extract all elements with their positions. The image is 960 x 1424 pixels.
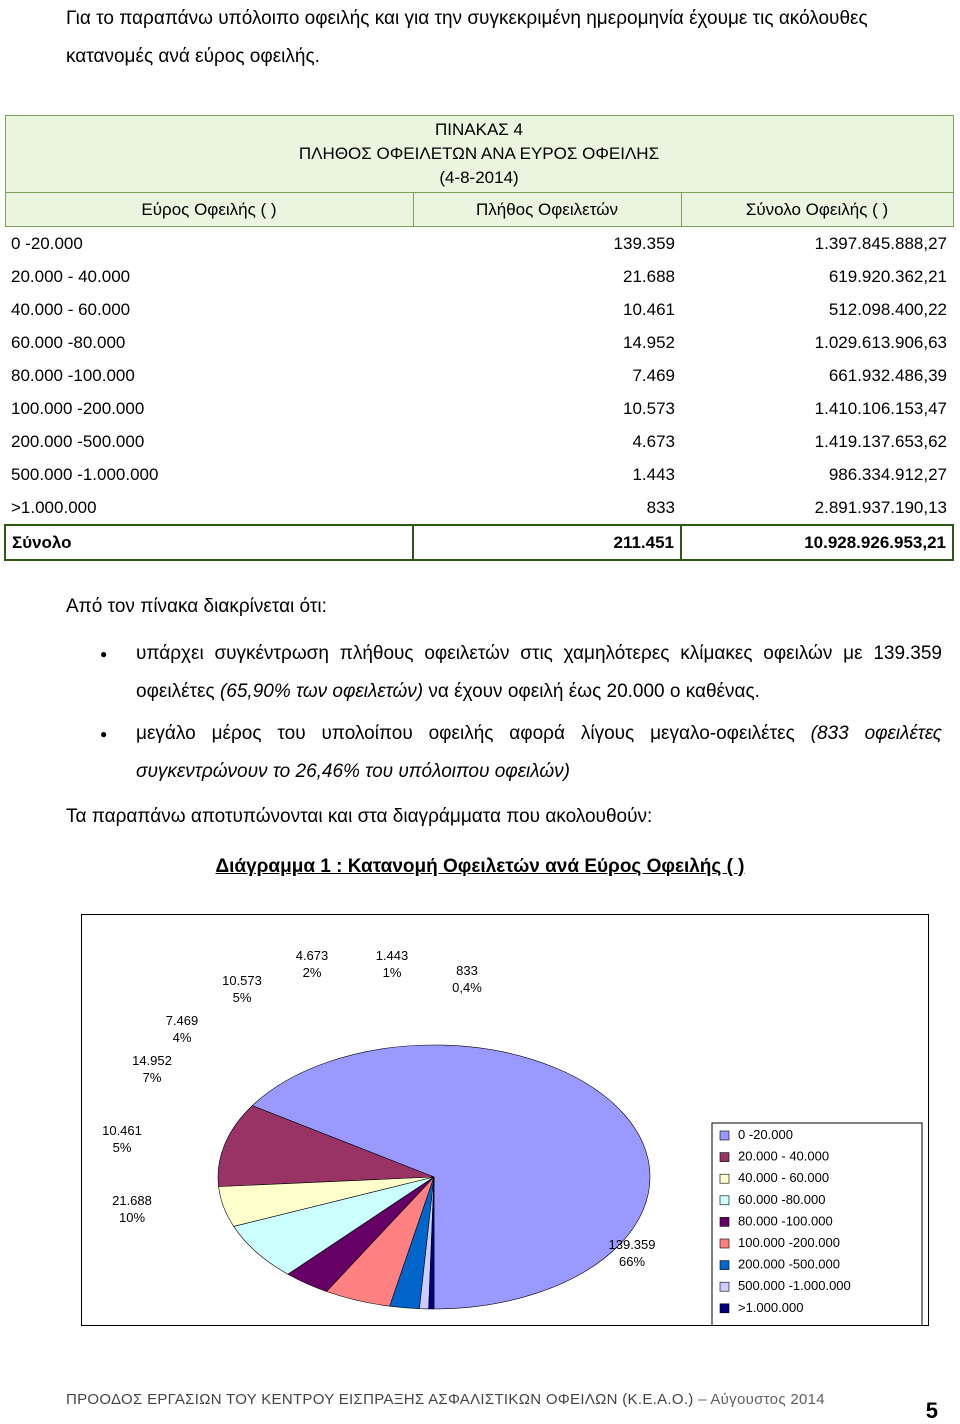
- header-count: Πλήθος Οφειλετών: [413, 193, 681, 227]
- total-amount: 10.928.926.953,21: [681, 525, 953, 560]
- cell-count: 21.688: [623, 266, 675, 286]
- pie-value-label: 14.952: [132, 1053, 172, 1068]
- cell-amount: 619.920.362,21: [828, 266, 947, 286]
- table-total-row: [5, 525, 953, 560]
- cell-count: 14.952: [623, 332, 675, 352]
- finding-1-text: υπάρχει συγκέντρωση πλήθους οφειλετών στις χαμηλότερες κλίμακες οφειλών με 139.359 οφειλέτες: [136, 643, 942, 702]
- chart-legend: [712, 1123, 922, 1325]
- legend-swatch: [720, 1217, 729, 1226]
- page-footer: [66, 1391, 825, 1408]
- pie-percent-label: 2%: [302, 965, 322, 980]
- pie-value-label: 21.688: [112, 1193, 152, 1208]
- legend-label: 0 -20.000: [738, 1127, 793, 1142]
- cell-range: 60.000 -80.000: [11, 332, 126, 352]
- legend-swatch: [720, 1304, 729, 1313]
- total-count: 211.451: [413, 525, 681, 560]
- legend-label: 500.000 -1.000.000: [738, 1278, 851, 1294]
- table-row: [5, 425, 953, 458]
- legend-swatch: [720, 1196, 729, 1205]
- cell-range: 100.000 -200.000: [11, 398, 145, 418]
- pie-value-label: 4.673: [295, 948, 329, 963]
- intro-line-2: κατανομές ανά εύρος οφειλής.: [66, 46, 320, 67]
- finding-2-text: μεγάλο μέρος του υπολοίπου οφειλής αφορά λίγους μεγαλο-οφειλέτες: [136, 723, 811, 744]
- cell-amount: 512.098.400,22: [828, 299, 947, 319]
- cell-range: 80.000 -100.000: [11, 365, 135, 385]
- pie-percent-label: 1%: [382, 965, 402, 980]
- legend-label: 60.000 -80.000: [738, 1191, 826, 1207]
- footer-date: – Αύγουστος 2014: [698, 1391, 825, 1408]
- pie-percent-label: 66%: [618, 1254, 646, 1269]
- cell-range: 0 -20.000: [11, 233, 83, 253]
- cell-count: 833: [646, 497, 675, 517]
- cell-count: 7.469: [632, 365, 675, 385]
- table-row: [5, 260, 953, 293]
- debtors-table: [4, 115, 954, 561]
- pie-percent-label: 10%: [118, 1210, 146, 1225]
- chart-heading: Διάγραμμα 1 : Κατανομή Οφειλετών ανά Εύρος Οφειλής ( ): [215, 856, 745, 877]
- cell-amount: 1.397.845.888,27: [814, 233, 947, 253]
- legend-swatch: [720, 1239, 729, 1248]
- follow-text: Τα παραπάνω αποτυπώνονται και στα διαγράμματα που ακολουθούν:: [66, 806, 653, 827]
- legend-swatch: [720, 1153, 729, 1162]
- pie-value-label: 10.573: [222, 973, 262, 988]
- legend-label: >1.000.000: [738, 1299, 804, 1315]
- cell-amount: 661.932.486,39: [828, 365, 947, 385]
- legend-label: 80.000 -100.000: [738, 1213, 833, 1229]
- legend-swatch: [720, 1174, 729, 1183]
- page-number: 5: [925, 1398, 938, 1423]
- cell-count: 10.461: [623, 299, 675, 319]
- pie-value-label: 7.469: [165, 1013, 199, 1028]
- finding-1-emphasis: (65,90% των οφειλετών): [219, 681, 424, 702]
- legend-label: 40.000 - 60.000: [738, 1170, 830, 1186]
- legend-label: 20.000 - 40.000: [738, 1148, 830, 1164]
- table-title-line-3: (4-8-2014): [439, 168, 519, 187]
- analysis-intro: Από τον πίνακα διακρίνεται ότι:: [66, 596, 327, 617]
- cell-range: 200.000 -500.000: [11, 431, 145, 451]
- legend-swatch: [720, 1282, 729, 1291]
- header-range: Εύρος Οφειλής ( ): [5, 193, 413, 227]
- pie-value-label: 833: [456, 963, 478, 978]
- total-label: Σύνολο: [5, 525, 413, 560]
- header-total: Σύνολο Οφειλής ( ): [681, 193, 953, 227]
- footer-text: ΠΡΟΟΔΟΣ ΕΡΓΑΣΙΩΝ ΤΟΥ ΚΕΝΤΡΟΥ ΕΙΣΠΡΑΞΗΣ ΑΣΦΑΛΙΣΤΙΚΩΝ ΟΦΕΙΛΩΝ (Κ.Ε.Α.Ο.): [66, 1391, 699, 1408]
- pie-percent-label: 5%: [112, 1140, 132, 1155]
- cell-amount: 1.419.137.653,62: [814, 431, 947, 451]
- legend-swatch: [720, 1261, 729, 1270]
- table-row: [5, 359, 953, 392]
- table-title-line-2: ΠΛΗΘΟΣ ΟΦΕΙΛΕΤΩΝ ΑΝΑ ΕΥΡΟΣ ΟΦΕΙΛΗΣ: [298, 144, 660, 163]
- legend-swatch: [720, 1131, 729, 1140]
- table-title: [5, 116, 953, 193]
- cell-amount: 2.891.937.190,13: [814, 497, 947, 517]
- cell-range: 20.000 - 40.000: [11, 266, 131, 286]
- table-row: [5, 491, 953, 525]
- table-title-line-1: ΠΙΝΑΚΑΣ 4: [435, 120, 523, 139]
- intro-paragraph: [66, 0, 946, 76]
- intro-line-1: Για το παραπάνω υπόλοιπο οφειλής και για την συγκεκριμένη ημερομηνία έχουμε τις ακόλουθες: [66, 8, 868, 29]
- finding-2-emphasis: (833 οφειλέτες συγκεντρώνουν το 26,46% του υπόλοιπου οφειλών): [136, 723, 942, 782]
- finding-item-1: [100, 635, 942, 711]
- legend-label: 100.000 -200.000: [738, 1235, 840, 1250]
- table-header-row: [5, 193, 953, 227]
- pie-value-label: 10.461: [102, 1123, 142, 1138]
- cell-amount: 1.029.613.906,63: [814, 332, 947, 352]
- pie-percent-label: 4%: [172, 1030, 192, 1045]
- finding-item-2: [100, 715, 942, 791]
- table-row: [5, 227, 953, 261]
- finding-1-end: να έχουν οφειλή έως 20.000 ο καθένας.: [423, 681, 760, 702]
- pie-percent-label: 0,4%: [452, 980, 482, 995]
- cell-count: 4.673: [632, 431, 675, 451]
- table-row: [5, 392, 953, 425]
- cell-amount: 986.334.912,27: [828, 464, 947, 484]
- table-row: [5, 293, 953, 326]
- cell-range: 500.000 -1.000.000: [11, 464, 159, 484]
- pie-value-label: 1.443: [375, 948, 409, 963]
- cell-count: 139.359: [613, 233, 675, 253]
- table-row: [5, 326, 953, 359]
- cell-range: 40.000 - 60.000: [11, 299, 131, 319]
- cell-count: 10.573: [623, 398, 675, 418]
- pie-chart-svg: [82, 915, 928, 1325]
- pie-percent-label: 5%: [232, 990, 252, 1005]
- cell-amount: 1.410.106.153,47: [814, 398, 947, 418]
- pie-chart: [81, 914, 929, 1326]
- cell-range: >1.000.000: [11, 497, 97, 517]
- pie-percent-label: 7%: [142, 1070, 162, 1085]
- legend-label: 200.000 -500.000: [738, 1256, 840, 1272]
- pie-value-label: 139.359: [608, 1237, 656, 1252]
- findings-list: [100, 635, 942, 795]
- table-row: [5, 458, 953, 491]
- cell-count: 1.443: [632, 464, 675, 484]
